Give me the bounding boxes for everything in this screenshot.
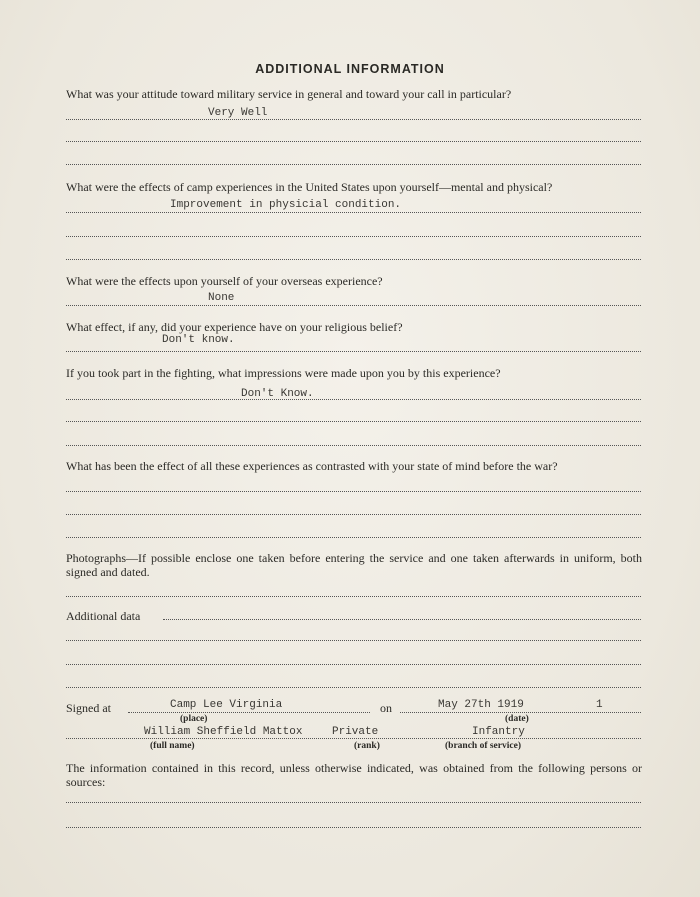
additional-data-label: Additional data: [66, 609, 141, 623]
answer-line: [66, 640, 641, 641]
answer-overseas: None: [208, 292, 235, 304]
answer-camp-effects: Improvement in physicial condition.: [170, 199, 402, 211]
answer-line: [66, 445, 641, 446]
answer-line: [66, 664, 641, 665]
answer-line: [66, 596, 641, 597]
question-attitude: What was your attitude toward military service in general and toward your call in particular?: [66, 87, 512, 101]
answer-line: [66, 827, 641, 828]
place-line: [128, 712, 370, 713]
answer-line: [66, 687, 641, 688]
date-line: [400, 712, 641, 713]
question-religious: What effect, if any, did your experience have on your religious belief?: [66, 320, 403, 334]
rank-caption: (rank): [354, 741, 380, 751]
question-state-of-mind: What has been the effect of all these experiences as contrasted with your state of mind before the war?: [66, 459, 558, 473]
answer-line: [66, 491, 641, 492]
place-caption: (place): [180, 714, 208, 724]
answer-line: [66, 236, 641, 237]
branch-caption: (branch of service): [445, 741, 521, 751]
answer-line: [66, 259, 641, 260]
question-overseas: What were the effects upon yourself of your overseas experience?: [66, 274, 383, 288]
answer-line: [66, 164, 641, 165]
answer-line: [66, 421, 641, 422]
form-title: ADDITIONAL INFORMATION: [255, 62, 445, 76]
answer-line: [66, 305, 641, 306]
place-value: Camp Lee Virginia: [170, 699, 283, 711]
answer-line: [66, 141, 641, 142]
full-name-value: William Sheffield Mattox: [144, 726, 303, 738]
answer-line: [66, 351, 641, 352]
photographs-instruction: Photographs—If possible enclose one taken before entering the service and one taken afterwards in uniform, both signed and dated.: [66, 551, 642, 579]
answer-line: [66, 212, 641, 213]
answer-religious: Don't know.: [162, 334, 235, 346]
answer-line: [66, 802, 641, 803]
answer-line: [66, 514, 641, 515]
answer-line: [163, 619, 641, 620]
date-caption: (date): [505, 714, 529, 724]
name-line: [66, 738, 641, 739]
answer-fighting: Don't Know.: [241, 388, 314, 400]
year-suffix: 1: [596, 699, 603, 711]
question-fighting: If you took part in the fighting, what impressions were made upon you by this experience?: [66, 366, 501, 380]
answer-line: [66, 119, 641, 120]
on-label: on: [380, 701, 392, 715]
answer-line: [66, 537, 641, 538]
rank-value: Private: [332, 726, 379, 738]
date-value: May 27th 1919: [438, 699, 524, 711]
signed-at-label: Signed at: [66, 701, 111, 715]
question-camp-effects: What were the effects of camp experiences in the United States upon yourself—mental and physical?: [66, 180, 553, 194]
answer-attitude: Very Well: [208, 107, 268, 119]
full-name-caption: (full name): [150, 741, 195, 751]
branch-value: Infantry: [472, 726, 525, 738]
info-source-statement: The information contained in this record, unless otherwise indicated, was obtained from the following persons or sources:: [66, 761, 642, 789]
answer-line: [66, 399, 641, 400]
